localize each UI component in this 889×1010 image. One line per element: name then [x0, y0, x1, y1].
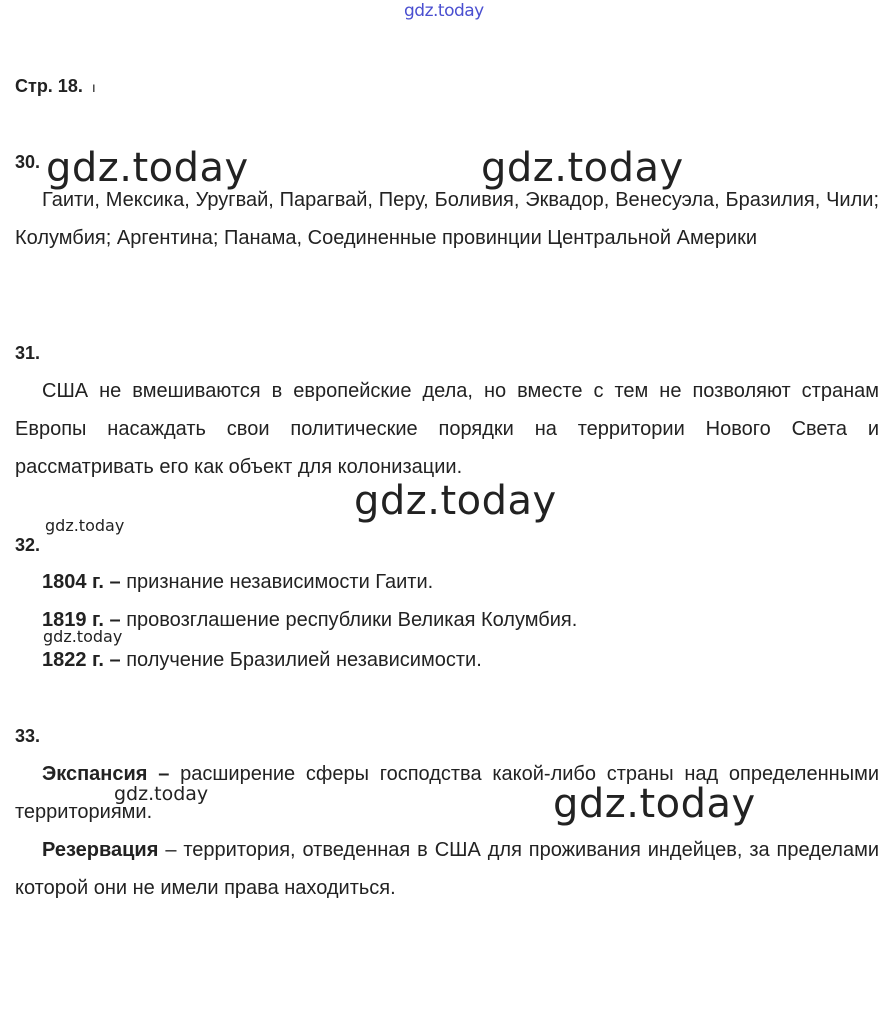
watermark: gdz.today [46, 145, 249, 191]
definition-expansion [15, 755, 879, 831]
timeline-year: 1804 г. – [42, 571, 121, 593]
watermark: gdz.today [553, 781, 756, 827]
definition-reservation [15, 831, 879, 907]
watermark: gdz.today [43, 627, 123, 646]
answer-31 [15, 372, 879, 486]
timeline-entry [42, 609, 577, 632]
timeline-year: 1819 г. – [42, 609, 121, 631]
watermark: gdz.today [354, 478, 557, 524]
answer-31-text: США не вмешиваются в европейские дела, но вместе с тем не позволяют странам Европы насаждать свои политические порядки на территории Нового Света и рассматривать его как объект для колонизации. [15, 380, 879, 478]
question-number-30: 30. [15, 152, 41, 172]
definition-text: расширение сферы господства какой-либо страны над определенными территориями. [15, 763, 879, 823]
question-number-33: 33. [15, 726, 41, 746]
timeline-text: провозглашение республики Великая Колумбия. [126, 609, 578, 631]
page-label-text: Стр. 18. [15, 76, 83, 96]
timeline-text: получение Бразилией независимости. [126, 649, 482, 671]
page-label [15, 76, 96, 97]
timeline-entry [42, 649, 482, 672]
timeline-text: признание независимости Гаити. [126, 571, 434, 593]
answer-30-text: Гаити, Мексика, Уругвай, Парагвай, Перу, Боливия, Эквадор, Венесуэла, Бразилия, Чили; Колумбия; Аргентина; Панама, Соединенные провинции Центральной Америки [15, 189, 879, 249]
question-number-31: 31. [15, 343, 41, 363]
timeline-year: 1822 г. – [42, 649, 121, 671]
timeline-entry [42, 571, 433, 594]
definition-term: Резервация [42, 839, 159, 861]
watermark-top: gdz.today [404, 1, 484, 21]
watermark: gdz.today [481, 145, 684, 191]
watermark: gdz.today [114, 783, 209, 805]
page-mark: ı [91, 79, 96, 95]
answer-30 [15, 181, 879, 257]
watermark: gdz.today [45, 516, 125, 535]
definition-term: Экспансия – [42, 763, 170, 785]
definition-text: – территория, отведенная в США для проживания индейцев, за пределами которой они не имели права находиться. [15, 839, 880, 899]
question-number-32: 32. [15, 535, 41, 555]
